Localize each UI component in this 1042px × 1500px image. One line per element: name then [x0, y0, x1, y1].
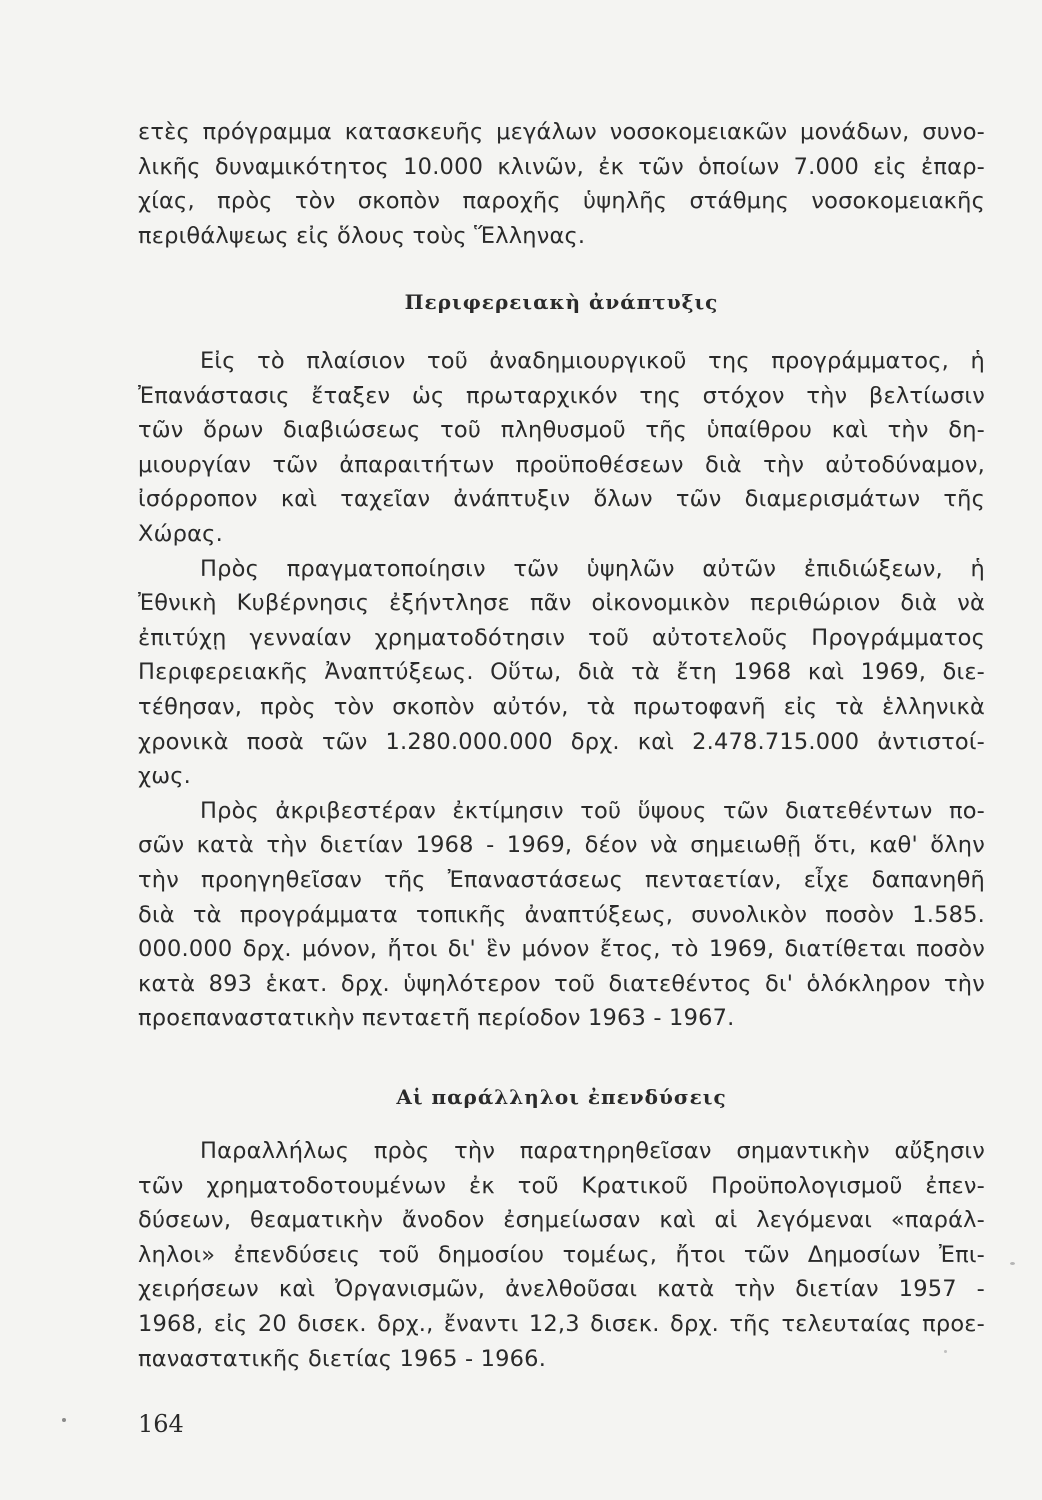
- section-body-regional-development: [138, 344, 985, 1036]
- text-line: λικῆς δυναμικότητος 10.000 κλινῶν, ἐκ τῶν ὁποίων 7.000 εἰς ἐπαρ-: [138, 153, 985, 180]
- text-line: Παραλλήλως πρὸς τὴν παρατηρηθεῖσαν σημαντικὴν αὔξησιν: [200, 1138, 985, 1164]
- text-line: τέθησαν, πρὸς τὸν σκοπὸν αὐτόν, τὰ πρωτοφανῆ εἰς τὰ ἑλληνικὰ: [138, 693, 985, 720]
- text-line: Χώρας.: [138, 520, 223, 547]
- text-line: προεπαναστατικὴν πενταετῆ περίοδον 1963 - 1967.: [138, 1005, 735, 1032]
- text-line: περιθάλψεως εἰς ὅλους τοὺς Ἕλληνας.: [138, 222, 586, 249]
- text-line: τῶν χρηματοδοτουμένων ἐκ τοῦ Κρατικοῦ Προϋπολογισμοῦ ἐπεν-: [138, 1172, 985, 1199]
- text-line: Εἰς τὸ πλαίσιον τοῦ ἀναδημιουργικοῦ της προγράμματος, ἡ: [200, 348, 985, 374]
- section-heading-parallel-investments: Αἱ παράλληλοι ἐπενδύσεις: [396, 1085, 727, 1109]
- section-heading-regional-development: Περιφερειακὴ ἀνάπτυξις: [404, 290, 719, 314]
- text-line: χίας, πρὸς τὸν σκοπὸν παροχῆς ὑψηλῆς στάθμης νοσοκομειακῆς: [138, 188, 985, 215]
- scan-speck: [1010, 1262, 1015, 1265]
- text-line: ἰσόρροπον καὶ ταχεῖαν ἀνάπτυξιν ὅλων τῶν διαμερισμάτων τῆς: [138, 486, 985, 513]
- section-body-parallel-investments: [138, 1134, 985, 1376]
- scan-speck: [62, 1418, 66, 1422]
- text-line: Πρὸς πραγματοποίησιν τῶν ὑψηλῶν αὐτῶν ἐπιδιώξεων, ἡ: [200, 555, 985, 582]
- page-number: 164: [138, 1410, 184, 1438]
- text-line: χειρήσεων καὶ Ὀργανισμῶν, ἀνελθοῦσαι κατὰ τὴν διετίαν 1957 -: [138, 1276, 985, 1303]
- text-line: παναστατικῆς διετίας 1965 - 1966.: [138, 1345, 547, 1372]
- text-line: δύσεων, θεαματικὴν ἄνοδον ἐσημείωσαν καὶ αἱ λεγόμεναι «παράλ-: [138, 1207, 985, 1234]
- text-line: κατὰ 893 ἑκατ. δρχ. ὑψηλότερον τοῦ διατεθέντος δι' ὁλόκληρον τὴν: [138, 970, 985, 997]
- text-line: ληλοι» ἐπενδύσεις τοῦ δημοσίου τομέως, ἤτοι τῶν Δημοσίων Ἐπι-: [138, 1241, 985, 1268]
- text-line: Περιφερειακῆς Ἀναπτύξεως. Οὕτω, διὰ τὰ ἔτη 1968 καὶ 1969, διε-: [138, 659, 985, 686]
- text-line: διὰ τὰ προγράμματα τοπικῆς ἀναπτύξεως, συνολικὸν ποσὸν 1.585.: [138, 901, 985, 928]
- text-line: σῶν κατὰ τὴν διετίαν 1968 - 1969, δέον νὰ σημειωθῇ ὅτι, καθ' ὅλην: [138, 832, 985, 859]
- text-line: 1968, εἰς 20 δισεκ. δρχ., ἔναντι 12,3 δισεκ. δρχ. τῆς τελευταίας προε-: [138, 1310, 985, 1337]
- text-line: τῶν ὅρων διαβιώσεως τοῦ πληθυσμοῦ τῆς ὑπαίθρου καὶ τὴν δη-: [138, 417, 985, 444]
- text-line: χως.: [138, 763, 191, 790]
- text-line: Ἐθνικὴ Κυβέρνησις ἐξήντλησε πᾶν οἰκονομικὸν περιθώριον διὰ νὰ: [138, 590, 985, 617]
- intro-paragraph: [138, 115, 985, 253]
- text-line: 000.000 δρχ. μόνον, ἤτοι δι' ἓν μόνον ἔτος, τὸ 1969, διατίθεται ποσὸν: [138, 936, 985, 963]
- text-line: χρονικὰ ποσὰ τῶν 1.280.000.000 δρχ. καὶ 2.478.715.000 ἀντιστοί-: [138, 728, 985, 755]
- text-line: μιουργίαν τῶν ἀπαραιτήτων προϋποθέσεων διὰ τὴν αὐτοδύναμον,: [138, 451, 985, 478]
- text-line: ετὲς πρόγραμμα κατασκευῆς μεγάλων νοσοκομειακῶν μονάδων, συνο-: [138, 119, 985, 145]
- text-line: τὴν προηγηθεῖσαν τῆς Ἐπαναστάσεως πενταετίαν, εἶχε δαπανηθῆ: [138, 866, 985, 893]
- scan-speck: [944, 1350, 947, 1353]
- text-line: ἐπιτύχῃ γενναίαν χρηματοδότησιν τοῦ αὐτοτελοῦς Προγράμματος: [138, 624, 985, 651]
- text-line: Ἐπανάστασις ἔταξεν ὡς πρωταρχικόν της στόχον τὴν βελτίωσιν: [138, 382, 985, 409]
- text-line: Πρὸς ἀκριβεστέραν ἐκτίμησιν τοῦ ὕψους τῶν διατεθέντων πο-: [200, 797, 985, 824]
